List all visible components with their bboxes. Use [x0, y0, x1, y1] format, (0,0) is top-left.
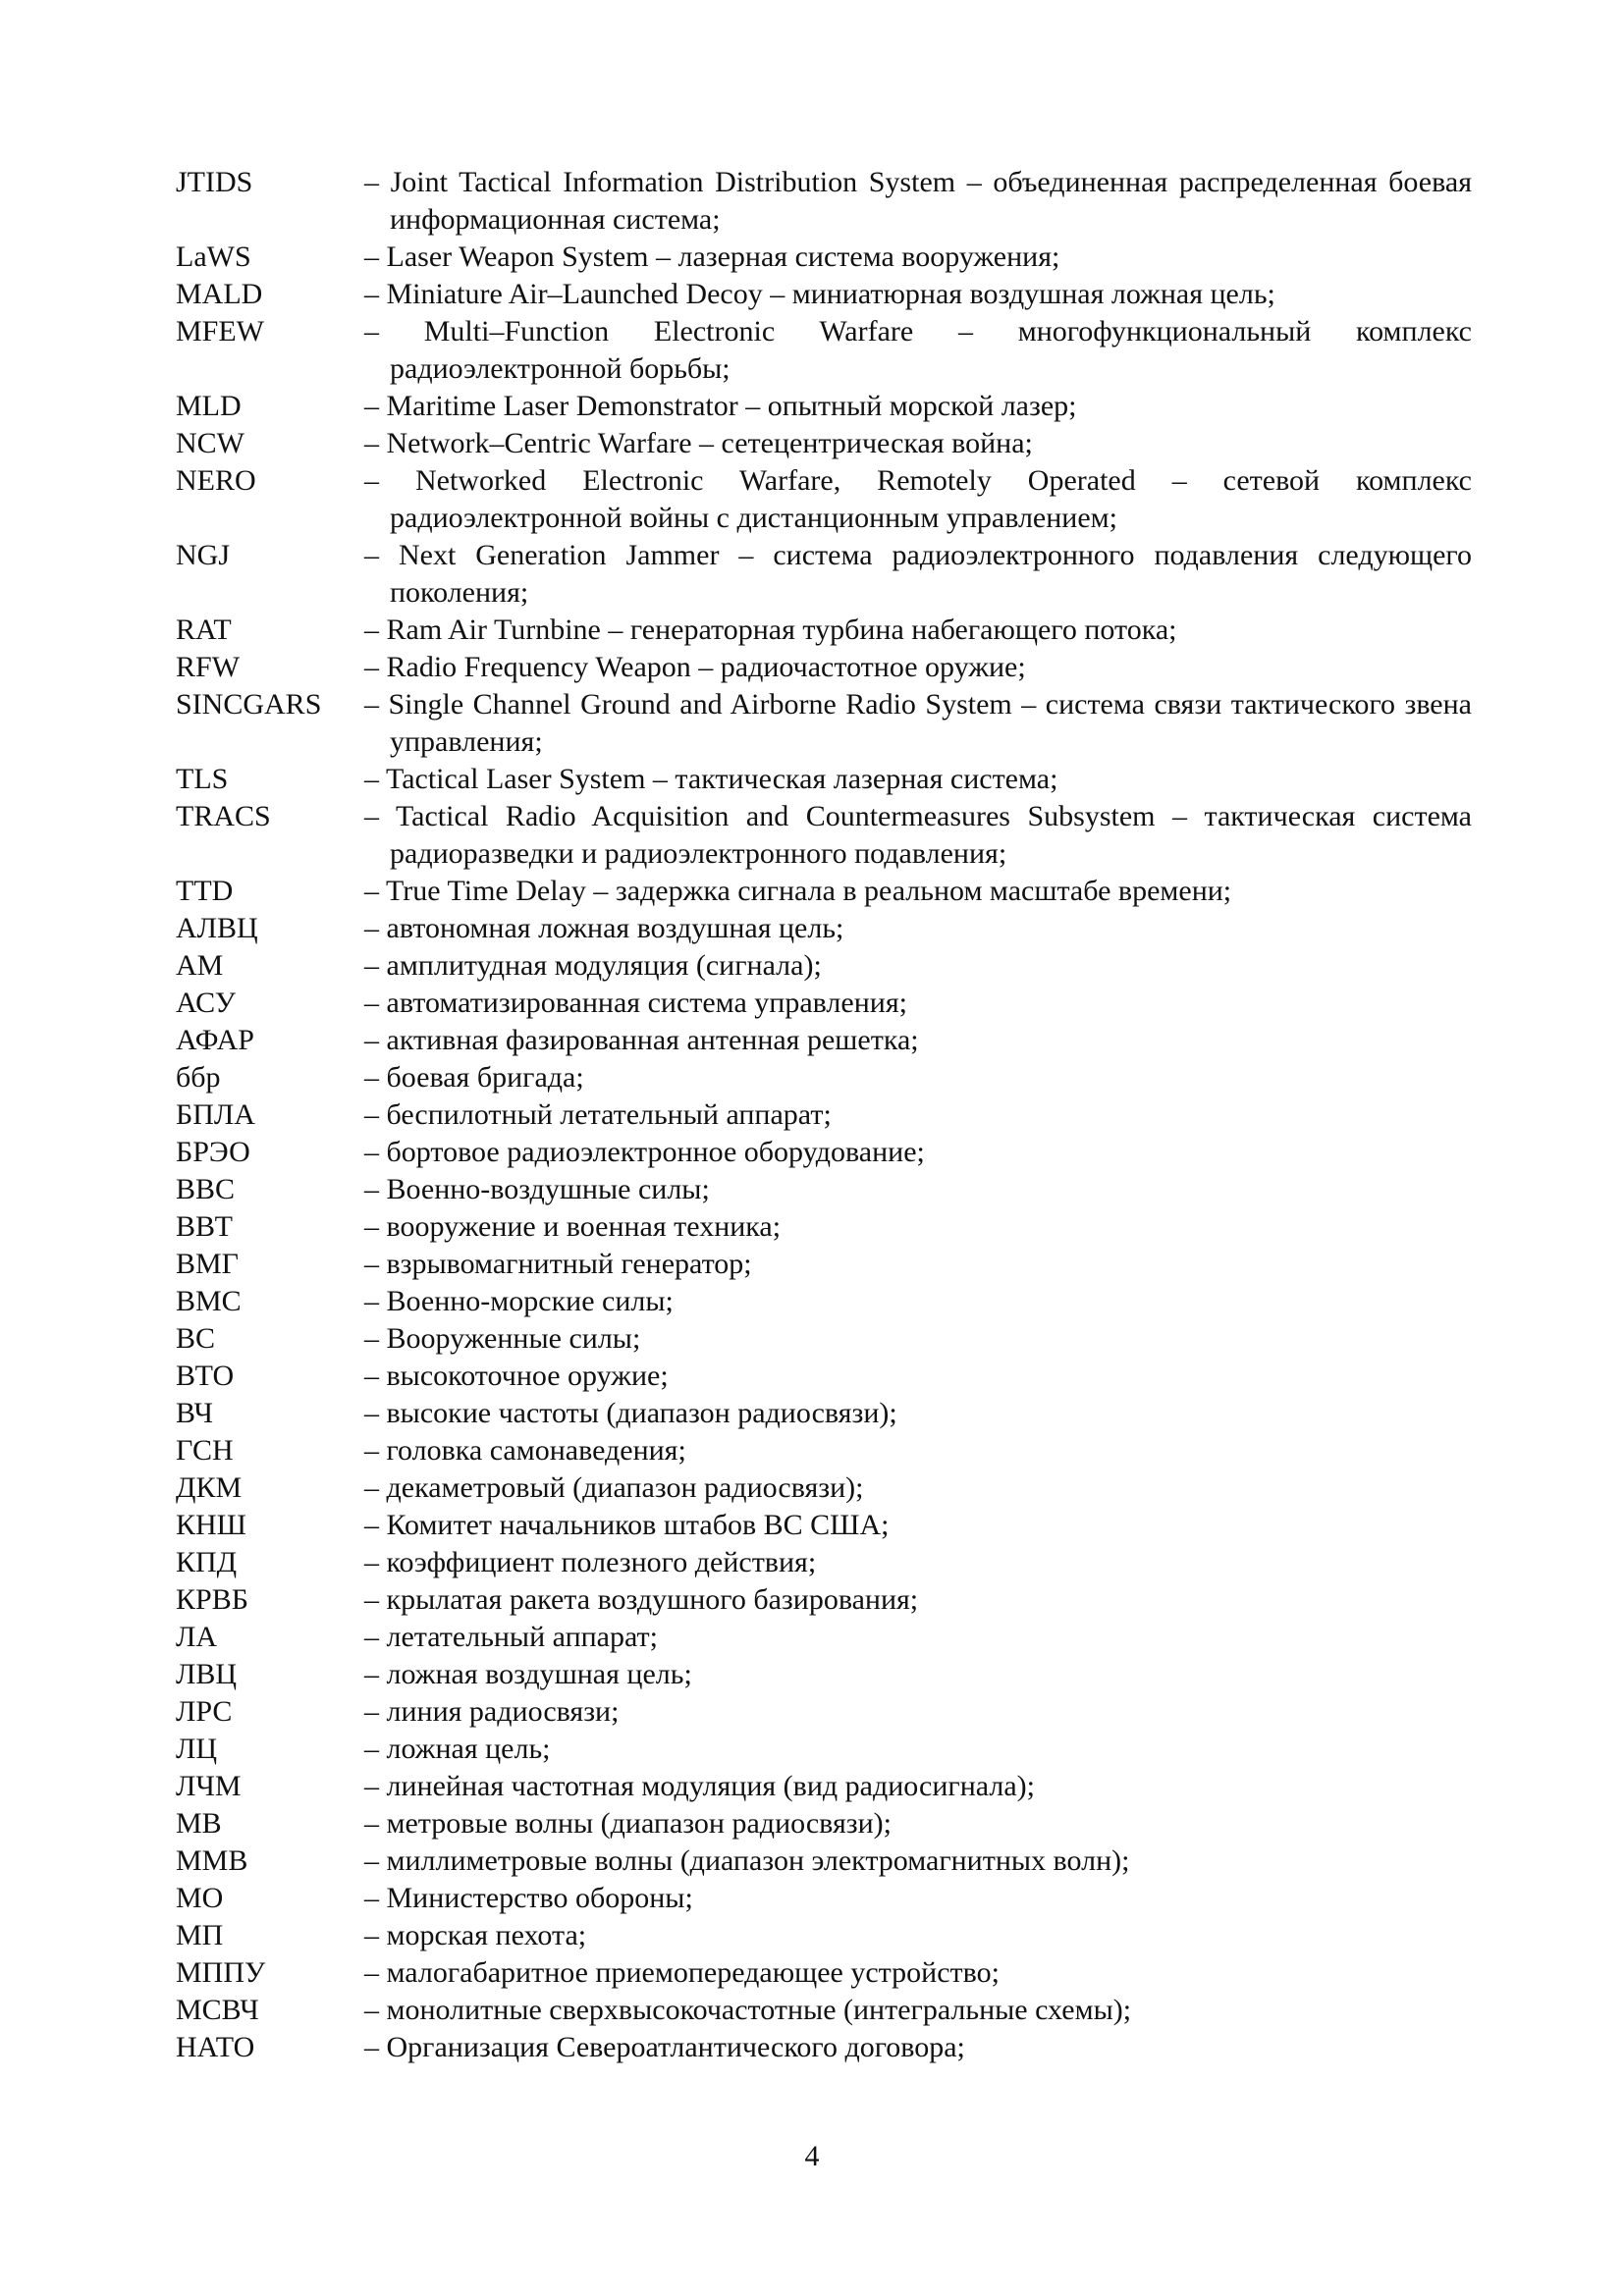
abbreviation: ЛА: [176, 1621, 218, 1653]
abbreviation: ЛЧМ: [176, 1770, 242, 1802]
definition: – высокоточное оружие;: [364, 1360, 669, 1392]
abbreviation: LaWS: [176, 240, 251, 273]
definition: – крылатая ракета воздушного базирования;: [364, 1583, 919, 1616]
abbreviation: МСВЧ: [176, 1994, 259, 2026]
list-item: [176, 873, 1472, 910]
abbreviation: TRACS: [176, 800, 271, 832]
list-item: [176, 2029, 1472, 2066]
list-item: [176, 1395, 1472, 1432]
definition: – Военно-морские силы;: [364, 1285, 674, 1317]
abbreviation: RAT: [176, 614, 232, 646]
list-item: [176, 239, 1472, 276]
list-item: [176, 1246, 1472, 1283]
abbreviation: RFW: [176, 651, 241, 683]
abbreviation: ЛРС: [176, 1695, 233, 1728]
list-item: [176, 1805, 1472, 1842]
definition: – линия радиосвязи;: [364, 1695, 620, 1728]
definition: – автоматизированная система управления;: [364, 987, 907, 1019]
definition: – Tactical Laser System – тактическая лазерная система;: [364, 763, 1058, 795]
list-item: [176, 388, 1472, 425]
list-item: [176, 276, 1472, 313]
abbreviation: ВВС: [176, 1173, 236, 1205]
definition: – морская пехота;: [364, 1919, 587, 1951]
list-item: [176, 462, 1472, 537]
definition: – активная фазированная антенная решетка;: [364, 1024, 919, 1056]
list-item: [176, 985, 1472, 1022]
list-item: [176, 798, 1472, 873]
abbreviation-list: [176, 164, 1472, 2066]
definition: – Radio Frequency Weapon – радиочастотное оружие;: [364, 651, 1026, 683]
definition: – Networked Electronic Warfare, Remotely Operated – сетевой комплекс радиоэлектронной войны с дистанционным управлением;: [364, 464, 1472, 534]
list-item: [176, 1917, 1472, 1954]
list-item: [176, 1992, 1472, 2029]
abbreviation: ббр: [176, 1061, 221, 1094]
list-item: [176, 1171, 1472, 1208]
list-item: [176, 1768, 1472, 1805]
definition: – Joint Tactical Information Distribution System – объединенная распределенная боевая информационная система;: [364, 166, 1472, 236]
list-item: [176, 1656, 1472, 1693]
list-item: [176, 1507, 1472, 1544]
abbreviation: TTD: [176, 875, 234, 907]
list-item: [176, 761, 1472, 798]
definition: – автономная ложная воздушная цель;: [364, 912, 844, 944]
list-item: [176, 1358, 1472, 1395]
definition: – амплитудная модуляция (сигнала);: [364, 949, 822, 982]
abbreviation: МВ: [176, 1807, 222, 1840]
abbreviation: АСУ: [176, 987, 237, 1019]
abbreviation: ДКМ: [176, 1471, 243, 1504]
definition: – Single Channel Ground and Airborne Radio System – система связи тактического звена управления;: [364, 688, 1472, 758]
definition: – коэффициент полезного действия;: [364, 1546, 817, 1578]
definition: – вооружение и военная техника;: [364, 1210, 782, 1243]
list-item: [176, 1954, 1472, 1992]
list-item: [176, 1022, 1472, 1059]
abbreviation: ВС: [176, 1322, 216, 1355]
definition: – Министерство обороны;: [364, 1882, 693, 1914]
abbreviation: КНШ: [176, 1509, 246, 1541]
definition: – декаметровый (диапазон радиосвязи);: [364, 1471, 864, 1504]
definition: – головка самонаведения;: [364, 1434, 686, 1467]
definition: – Maritime Laser Demonstrator – опытный морской лазер;: [364, 390, 1077, 422]
list-item: [176, 1208, 1472, 1246]
abbreviation: MFEW: [176, 315, 264, 347]
abbreviation: КРВБ: [176, 1583, 248, 1616]
abbreviation: ММВ: [176, 1844, 248, 1877]
abbreviation: ВМГ: [176, 1248, 240, 1280]
abbreviation: MLD: [176, 390, 242, 422]
definition: – монолитные сверхвысокочастотные (интегральные схемы);: [364, 1994, 1132, 2026]
abbreviation: АЛВЦ: [176, 912, 258, 944]
list-item: [176, 1320, 1472, 1358]
definition: – Организация Североатлантического договора;: [364, 2031, 965, 2063]
definition: – бортовое радиоэлектронное оборудование;: [364, 1136, 925, 1168]
abbreviation: ВТО: [176, 1360, 235, 1392]
definition: – малогабаритное приемопередающее устройство;: [364, 1956, 1000, 1989]
abbreviation: NERO: [176, 464, 256, 497]
list-item: [176, 1283, 1472, 1320]
abbreviation: ЛВЦ: [176, 1658, 238, 1690]
definition: – метровые волны (диапазон радиосвязи);: [364, 1807, 892, 1840]
list-item: [176, 1096, 1472, 1134]
abbreviation: JTIDS: [176, 166, 253, 198]
list-item: [176, 649, 1472, 686]
abbreviation: МО: [176, 1882, 224, 1914]
definition: – высокие частоты (диапазон радиосвязи);: [364, 1397, 897, 1429]
list-item: [176, 1469, 1472, 1507]
abbreviation: ВВТ: [176, 1210, 233, 1243]
list-item: [176, 537, 1472, 612]
list-item: [176, 1731, 1472, 1768]
abbreviation: ВМС: [176, 1285, 242, 1317]
definition: – миллиметровые волны (диапазон электромагнитных волн);: [364, 1844, 1130, 1877]
list-item: [176, 1842, 1472, 1880]
abbreviation: АФАР: [176, 1024, 254, 1056]
list-item: [176, 1619, 1472, 1656]
abbreviation: ЛЦ: [176, 1733, 218, 1765]
page-number: 4: [804, 2140, 820, 2172]
list-item: [176, 1693, 1472, 1731]
definition: – Tactical Radio Acquisition and Countermeasures Subsystem – тактическая система радиоразведки и радиоэлектронного подавления;: [364, 800, 1472, 870]
list-item: [176, 1059, 1472, 1096]
list-item: [176, 1880, 1472, 1917]
list-item: [176, 1432, 1472, 1469]
abbreviation: НАТО: [176, 2031, 255, 2063]
list-item: [176, 612, 1472, 649]
definition: – Комитет начальников штабов ВС США;: [364, 1509, 890, 1541]
definition: – Вооруженные силы;: [364, 1322, 641, 1355]
definition: – Laser Weapon System – лазерная система вооружения;: [364, 240, 1060, 273]
definition: – боевая бригада;: [364, 1061, 584, 1094]
definition: – ложная воздушная цель;: [364, 1658, 692, 1690]
list-item: [176, 1581, 1472, 1619]
definition: – True Time Delay – задержка сигнала в реальном масштабе времени;: [364, 875, 1232, 907]
definition: – Военно-воздушные силы;: [364, 1173, 710, 1205]
definition: – ложная цель;: [364, 1733, 551, 1765]
abbreviation: SINCGARS: [176, 688, 322, 721]
definition: – взрывомагнитный генератор;: [364, 1248, 752, 1280]
abbreviation: TLS: [176, 763, 229, 795]
definition: – летательный аппарат;: [364, 1621, 658, 1653]
abbreviation: МП: [176, 1919, 224, 1951]
definition: – Next Generation Jammer – система радиоэлектронного подавления следующего поколения;: [364, 539, 1472, 609]
list-item: [176, 686, 1472, 761]
list-item: [176, 425, 1472, 462]
list-item: [176, 910, 1472, 947]
abbreviation: ВЧ: [176, 1397, 214, 1429]
list-item: [176, 1134, 1472, 1171]
definition: – Ram Air Turnbine – генераторная турбина набегающего потока;: [364, 614, 1177, 646]
abbreviation: NCW: [176, 427, 244, 459]
list-item: [176, 313, 1472, 388]
abbreviation: NGJ: [176, 539, 231, 571]
definition: – линейная частотная модуляция (вид радиосигнала);: [364, 1770, 1035, 1802]
list-item: [176, 947, 1472, 985]
definition: – Multi–Function Electronic Warfare – многофункциональный комплекс радиоэлектронной борьбы;: [364, 315, 1472, 385]
abbreviation: АМ: [176, 949, 224, 982]
abbreviation: БПЛА: [176, 1098, 255, 1131]
abbreviation: ГСН: [176, 1434, 234, 1467]
abbreviation: БРЭО: [176, 1136, 250, 1168]
list-item: [176, 164, 1472, 239]
definition: – Network–Centric Warfare – сетецентрическая война;: [364, 427, 1033, 459]
abbreviation: МППУ: [176, 1956, 266, 1989]
abbreviation: MALD: [176, 278, 263, 310]
list-item: [176, 1544, 1472, 1581]
abbreviation: КПД: [176, 1546, 238, 1578]
definition: – беспилотный летательный аппарат;: [364, 1098, 832, 1131]
definition: – Miniature Air–Launched Decoy – миниатюрная воздушная ложная цель;: [364, 278, 1275, 310]
